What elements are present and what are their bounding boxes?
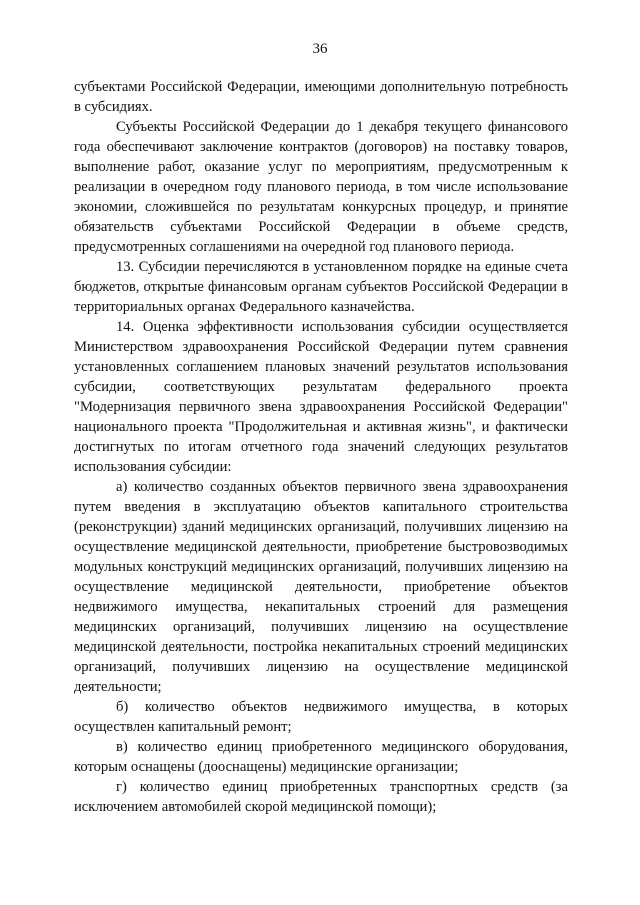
paragraph-item-a: а) количество созданных объектов первичного звена здравоохранения путем введения в эксплуатацию объектов капитального строительства (реконструкции) зданий медицинских организаций, получивших лицензию на осуществление медицинской деятельности, приобретение быстровозводимых модульных конструкций медицинских организаций, получивших лицензию на осуществление медицинской деятельности, приобретение объектов недвижимого имущества, некапитальных строений для размещения медицинских организаций, получивших лицензию на осуществление медицинской деятельности, постройка некапитальных строений медицинских организаций, получивших лицензию на осуществление медицинской деятельности; [74,479,568,695]
paragraph-continuation: субъектами Российской Федерации, имеющими дополнительную потребность в субсидиях. [74,79,568,115]
paragraph-item-b: б) количество объектов недвижимого имущества, в которых осуществлен капитальный ремонт; [74,699,568,735]
paragraph-item-v: в) количество единиц приобретенного медицинского оборудования, которым оснащены (дооснащены) медицинские организации; [74,739,568,775]
paragraph-13: 13. Субсидии перечисляются в установленном порядке на единые счета бюджетов, открытые финансовым органам субъектов Российской Федерации в территориальных органах Федерального казначейства. [74,259,568,315]
page-number: 36 [312,41,328,57]
paragraph-14: 14. Оценка эффективности использования субсидии осуществляется Министерством здравоохранения Российской Федерации путем сравнения установленных соглашением плановых значений результатов использования субсидии, соответствующих результатам федерального проекта "Модернизация первичного звена здравоохранения Российской Федерации" национального проекта "Продолжительная и активная жизнь", и фактически достигнутых по итогам отчетного года значений следующих результатов использования субсидии: [74,319,568,475]
paragraph-item-g: г) количество единиц приобретенных транспортных средств (за исключением автомобилей скорой медицинской помощи); [74,779,568,815]
paragraph-contracts-deadline: Субъекты Российской Федерации до 1 декабря текущего финансового года обеспечивают заключение контрактов (договоров) на поставку товаров, выполнение работ, оказание услуг по мероприятиям, предусмотренным к реализации в очередном году планового периода, в том числе использование экономии, сложившейся по результатам конкурсных процедур, и принятие обязательств субъектами Российской Федерации в объеме средств, предусмотренных соглашениями на очередной год планового периода. [74,119,568,255]
document-body [74,77,568,817]
